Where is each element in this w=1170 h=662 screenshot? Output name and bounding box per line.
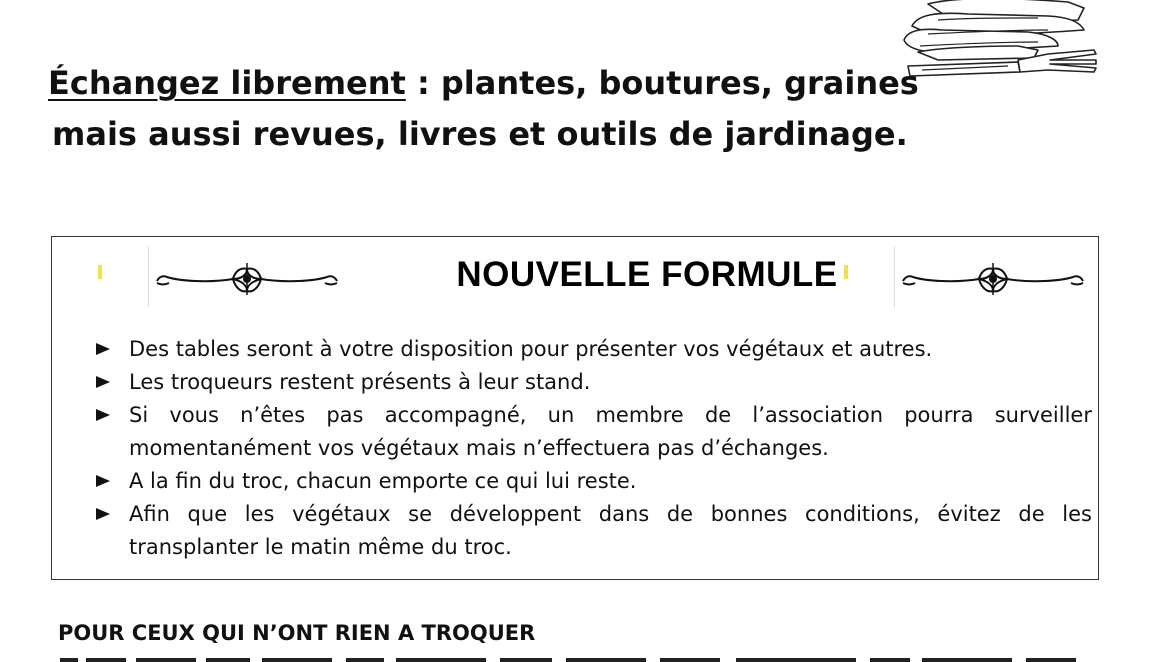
rule-text: Les troqueurs restent présents à leur stand.: [129, 370, 591, 394]
arrow-bullet-icon: [96, 409, 110, 421]
rule-text: A la fin du troc, chacun emporte ce qui lui reste.: [129, 469, 637, 493]
headline-emphasis: Échangez librement: [48, 64, 406, 102]
headline-line-1-rest: : plantes, boutures, graines: [405, 64, 919, 102]
rule-item: [96, 366, 1092, 399]
gardening-gloves-and-fork-icon: [898, 0, 1104, 86]
rule-item: [96, 465, 1092, 498]
headline: [48, 58, 919, 160]
yellow-marker: [844, 265, 848, 279]
arrow-bullet-icon: [96, 343, 110, 355]
headline-line-2: mais aussi revues, livres et outils de jardinage.: [52, 115, 908, 153]
rule-text: Afin que les végétaux se développent dans de bonnes conditions, évitez de les transplanter le matin même du troc.: [129, 502, 1092, 559]
cut-off-text-line: [56, 652, 1090, 662]
rules-list: [96, 333, 1092, 564]
headline-line-1: [48, 58, 919, 109]
floral-flourish-divider-icon: [894, 247, 1091, 307]
rule-item: [96, 333, 1092, 366]
yellow-marker: [98, 265, 102, 279]
arrow-bullet-icon: [96, 376, 110, 388]
arrow-bullet-icon: [96, 508, 110, 520]
arrow-bullet-icon: [96, 475, 110, 487]
nouvelle-formule-box: [51, 236, 1099, 580]
rule-text: Si vous n’êtes pas accompagné, un membre de l’association pourra surveiller momentanément vos végétaux mais n’effectuera pas d’échanges.: [129, 403, 1092, 460]
rule-text: Des tables seront à votre disposition pour présenter vos végétaux et autres.: [129, 337, 933, 361]
rule-item: [96, 498, 1092, 564]
box-title: NOUVELLE FORMULE: [456, 255, 838, 294]
section-title: POUR CEUX QUI N’ONT RIEN A TROQUER: [58, 621, 536, 645]
floral-flourish-divider-icon: [148, 247, 345, 307]
rule-item: [96, 399, 1092, 465]
